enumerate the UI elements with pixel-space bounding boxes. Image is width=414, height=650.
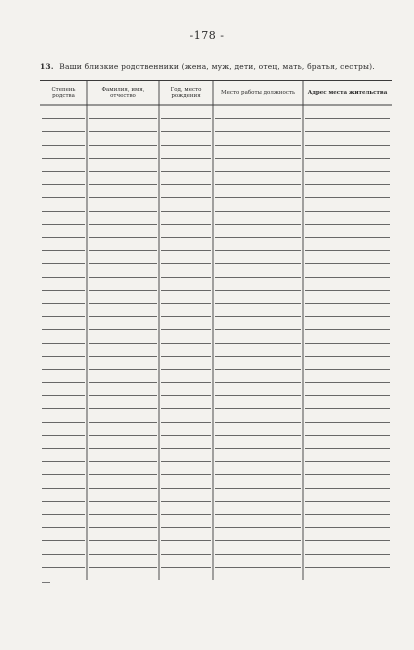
- margin-mark: [42, 582, 50, 583]
- column-header-full-name: Фамилия, имя, отчество: [101, 86, 145, 99]
- column-header-relation: Степень родства: [51, 86, 76, 99]
- section-number: 13.: [40, 62, 54, 71]
- relatives-table: [40, 80, 392, 580]
- column-header-address: Адрес места жительства: [307, 89, 388, 96]
- section-heading: [40, 62, 400, 71]
- page-number: -178 -: [189, 29, 225, 42]
- table-grid: [40, 80, 392, 580]
- column-header-workplace: Место работы должность: [220, 89, 295, 96]
- section-title: Ваши близкие родственники (жена, муж, дети, отец, мать, братья, сестры).: [59, 62, 375, 71]
- column-header-birth: Год, место рождения: [170, 86, 202, 99]
